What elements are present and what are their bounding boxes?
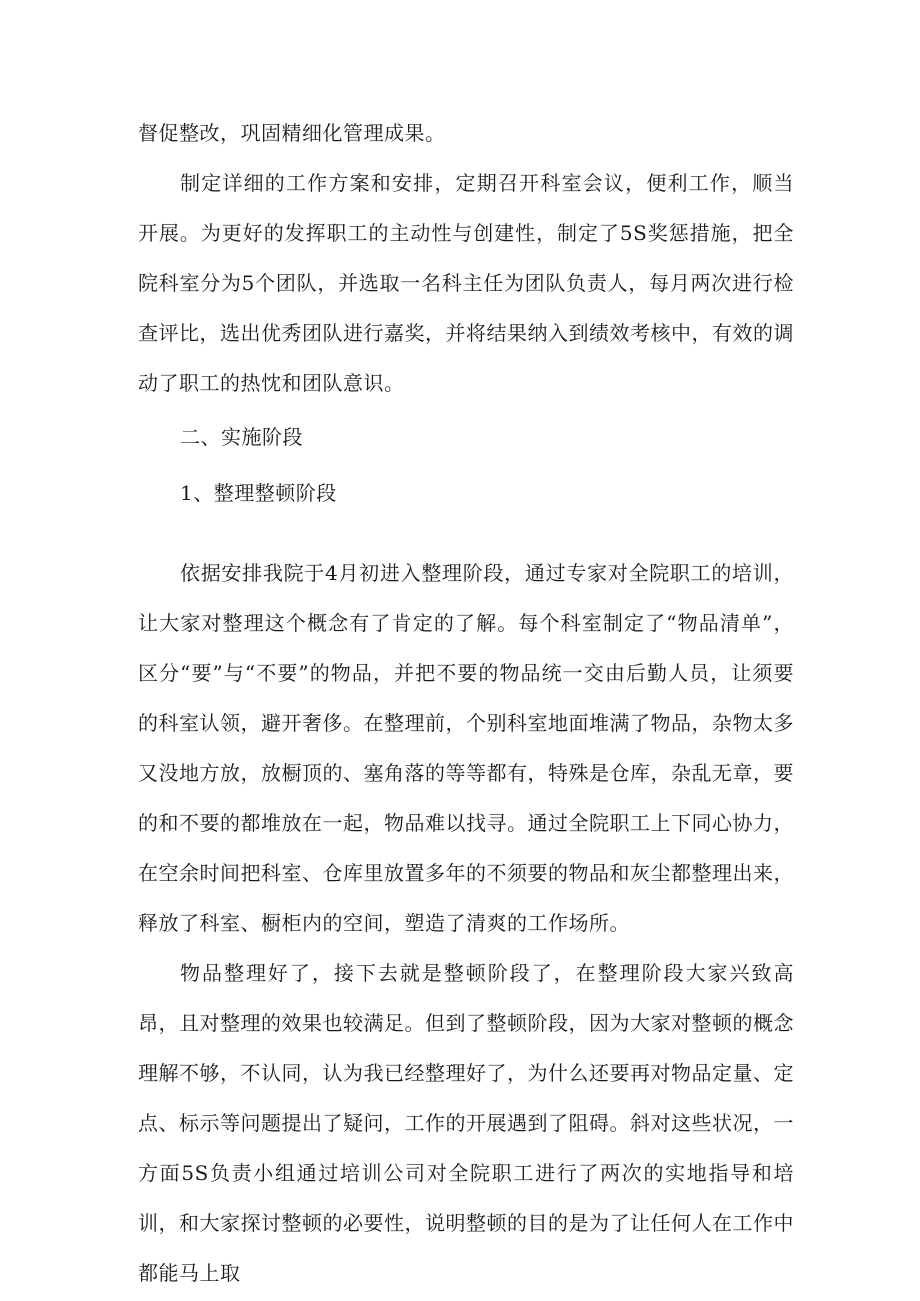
- subsection-heading-sort-order: 1、整理整顿阶段: [180, 481, 337, 505]
- document-body: [138, 108, 794, 1298]
- paragraph-ordering-stage: 物品整理好了，接下去就是整顿阶段了，在整理阶段大家兴致高昂，且对整理的效果也较满足。但到了整顿阶段，因为大家对整顿的概念理解不够，不认同，认为我已经整理好了，为什么还要再对物品定量、定点、标示等问题提出了疑问，工作的开展遇到了阻碍。斜对这些状况，一方面5S负责小组通过培训公司对全院职工进行了两次的实地指导和培训，和大家探讨整顿的必要性，说明整顿的目的是为了让任何人在工作中都能马上取: [138, 961, 794, 1285]
- paragraph-work-plan: 制定详细的工作方案和安排，定期召开科室会议，便利工作，顺当开展。为更好的发挥职工的主动性与创建性，制定了5S奖惩措施，把全院科室分为5个团队，并选取一名科主任为团队负责人，每月两次进行检查评比，选出优秀团队进行嘉奖，并将结果纳入到绩效考核中，有效的调动了职工的热忱和团队意识。: [138, 171, 794, 395]
- paragraph-sorting-stage: 依据安排我院于4月初进入整理阶段，通过专家对全院职工的培训，让大家对整理这个概念有了肯定的了解。每个科室制定了“物品清单”，区分“要”与“不要”的物品，并把不要的物品统一交由后勤人员，让须要的科室认领，避开奢侈。在整理前，个别科室地面堆满了物品，杂物太多又没地方放，放橱顶的、塞角落的等等都有，特殊是仓库，杂乱无章，要的和不要的都堆放在一起，物品难以找寻。通过全院职工上下同心协力，在空余时间把科室、仓库里放置多年的不须要的物品和灰尘都整理出来，释放了科室、橱柜内的空间，塑造了清爽的工作场所。: [138, 561, 794, 935]
- paragraph-continuation: 督促整改，巩固精细化管理成果。: [138, 121, 446, 145]
- section-heading-implementation: 二、实施阶段: [180, 425, 303, 449]
